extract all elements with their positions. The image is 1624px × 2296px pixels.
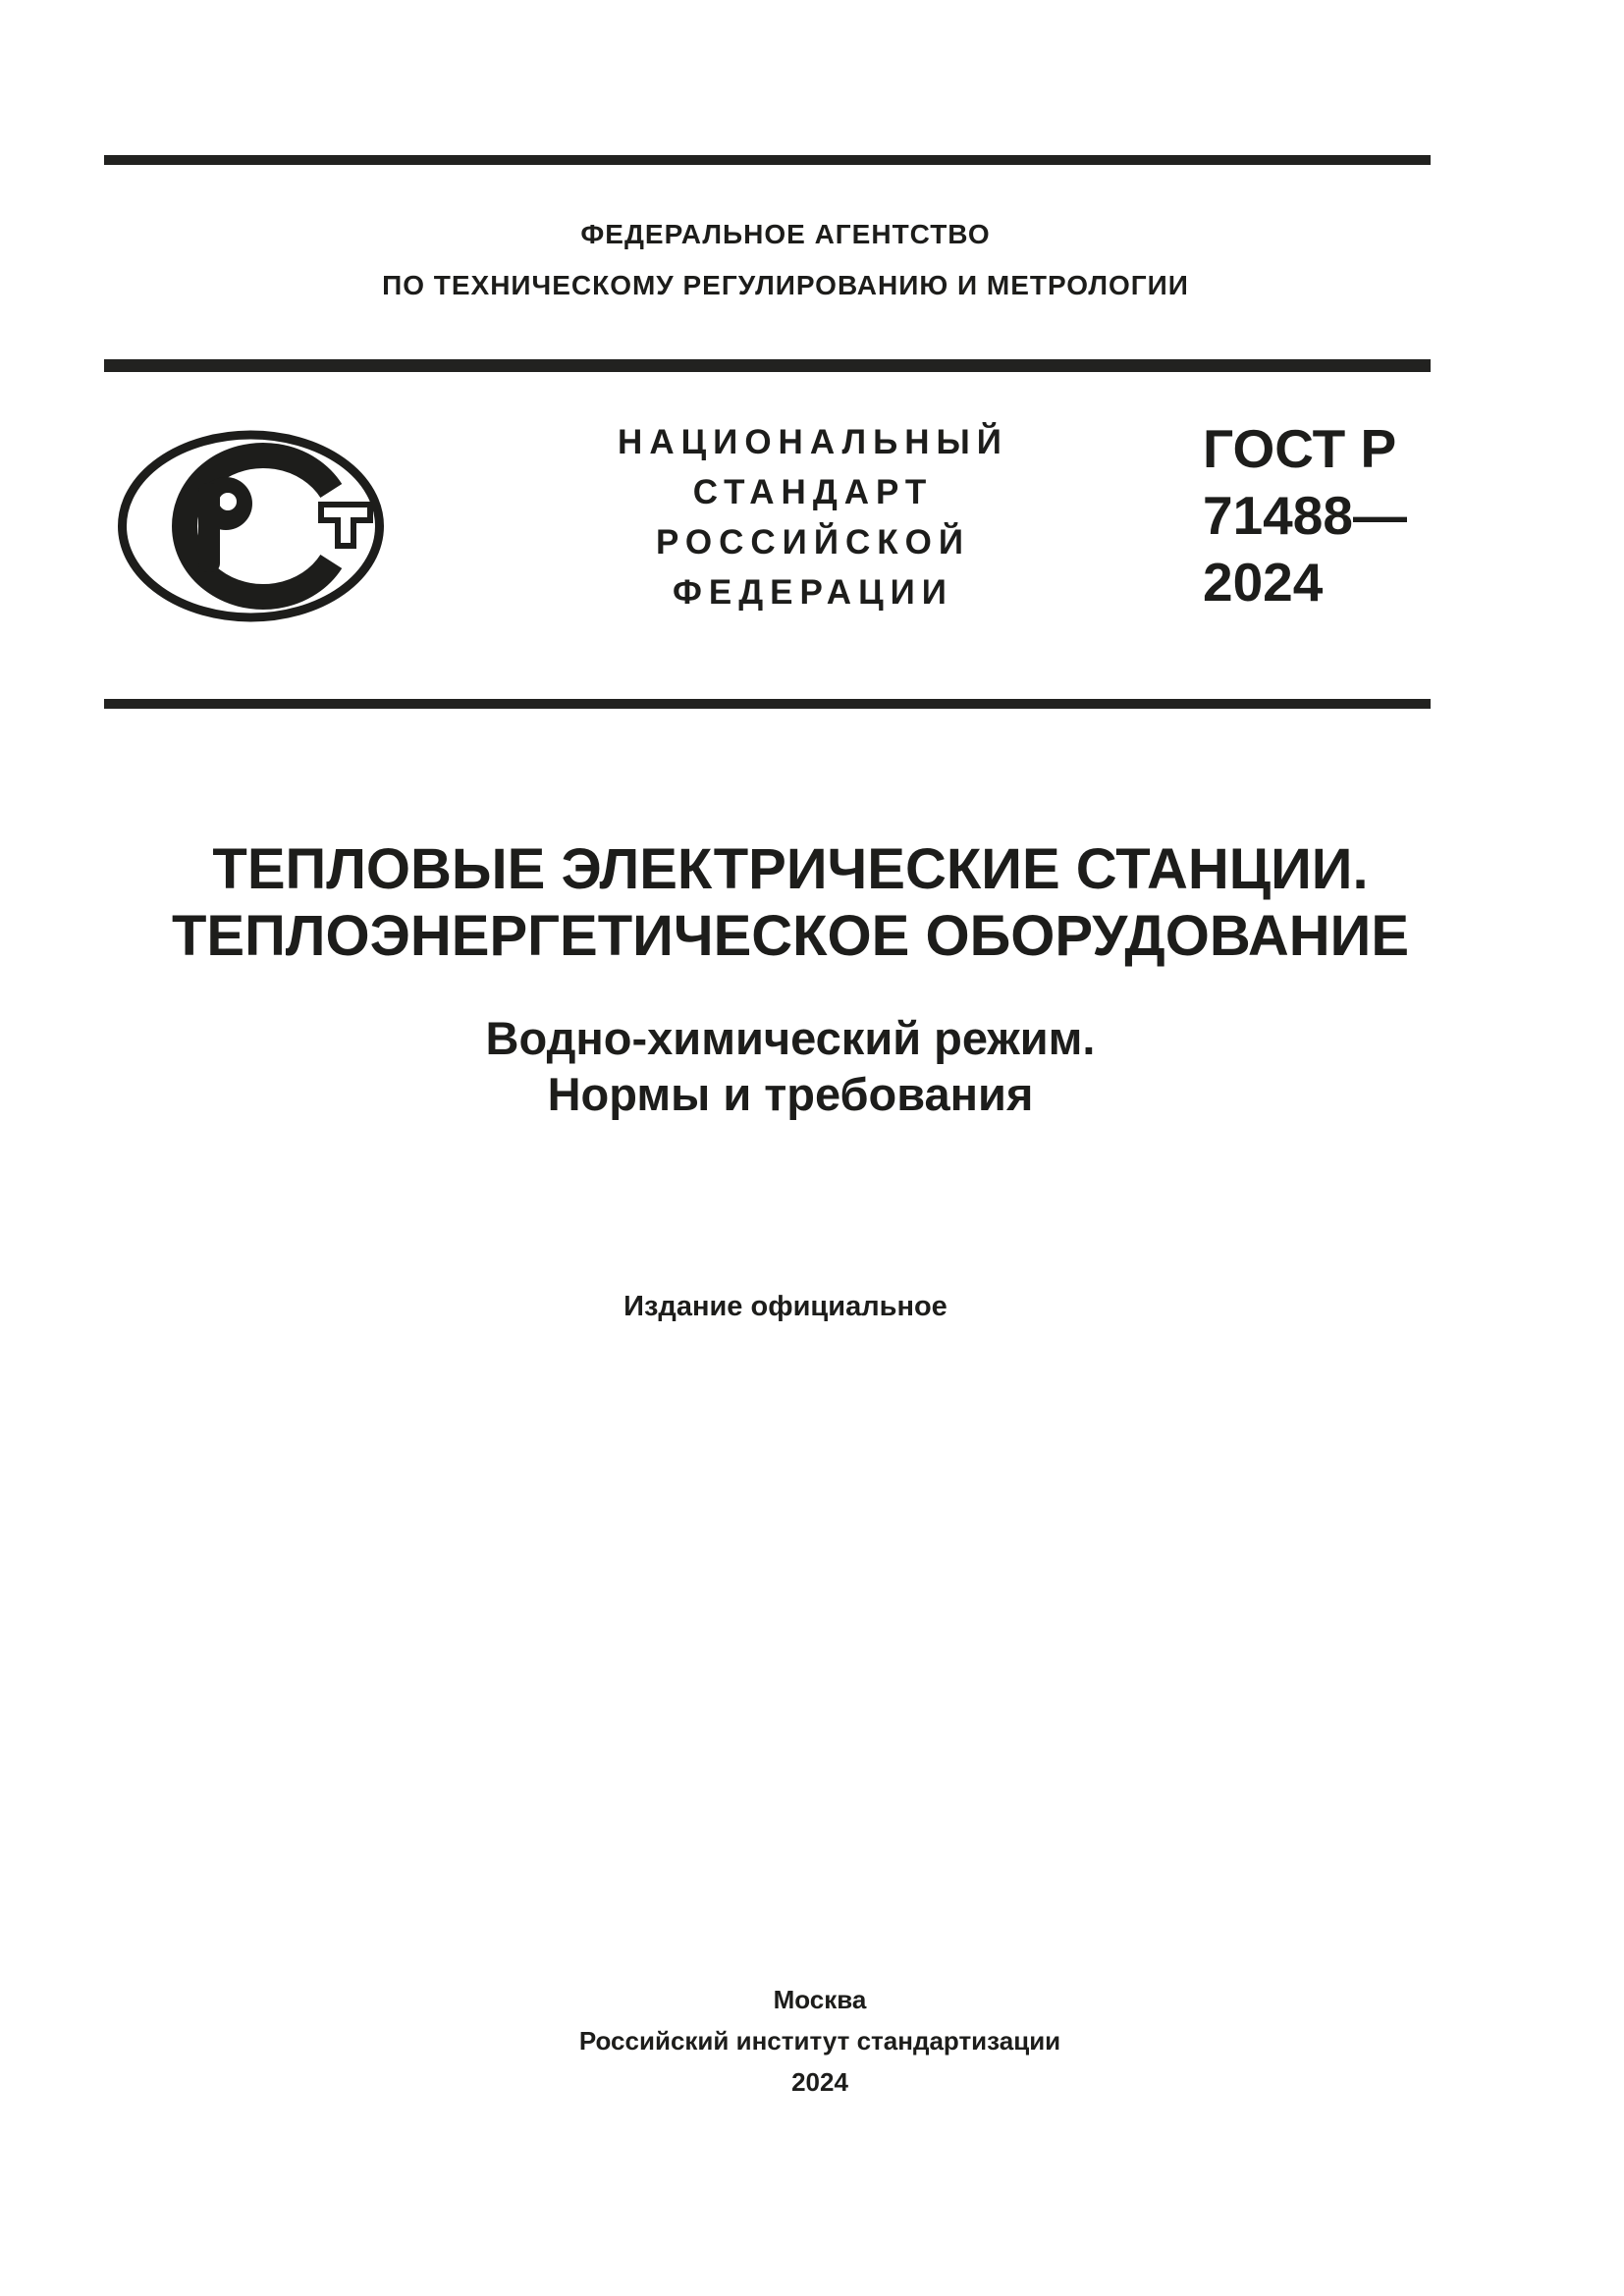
standard-designation (1203, 415, 1407, 615)
rosstandart-rst-logo-icon (116, 429, 386, 623)
logo-letter-r-stem (198, 483, 220, 572)
lower-rule (104, 699, 1431, 709)
standard-type-line-2: СТАНДАРТ (692, 473, 934, 511)
standard-type-line-4: ФЕДЕРАЦИИ (673, 573, 953, 612)
subtitle-line-1: Водно-химический режим. (485, 1012, 1096, 1064)
national-standard-heading (518, 417, 1108, 617)
standard-type-line-1: НАЦИОНАЛЬНЫЙ (618, 423, 1008, 461)
agency-line-1: ФЕДЕРАЛЬНОЕ АГЕНТСТВО (580, 219, 991, 249)
logo-letter-t (321, 505, 370, 546)
agency-line-2: ПО ТЕХНИЧЕСКОМУ РЕГУЛИРОВАНИЮ И МЕТРОЛОГИИ (382, 270, 1189, 300)
top-rule (104, 155, 1431, 165)
designation-line-3: 2024 (1203, 552, 1324, 613)
title-line-2: ТЕПЛОЭНЕРГЕТИЧЕСКОЕ ОБОРУДОВАНИЕ (172, 904, 1409, 968)
logo-letter-r-counter (219, 493, 237, 510)
middle-rule (104, 359, 1431, 372)
designation-line-1: ГОСТ Р (1203, 418, 1397, 479)
imprint-year: 2024 (791, 2067, 848, 2097)
document-subtitle (103, 1010, 1478, 1122)
subtitle-line-2: Нормы и требования (547, 1068, 1034, 1120)
document-title (103, 836, 1478, 970)
official-edition-note: Издание официальное (623, 1291, 947, 1322)
imprint-block (103, 1979, 1537, 2103)
imprint-city: Москва (773, 1985, 867, 2014)
standard-type-line-3: РОССИЙСКОЙ (656, 523, 970, 561)
designation-line-2: 71488— (1203, 485, 1407, 546)
title-line-1: ТЕПЛОВЫЕ ЭЛЕКТРИЧЕСКИЕ СТАНЦИИ. (212, 837, 1369, 901)
imprint-publisher: Российский институт стандартизации (578, 2026, 1061, 2056)
federal-agency-header (103, 209, 1468, 311)
